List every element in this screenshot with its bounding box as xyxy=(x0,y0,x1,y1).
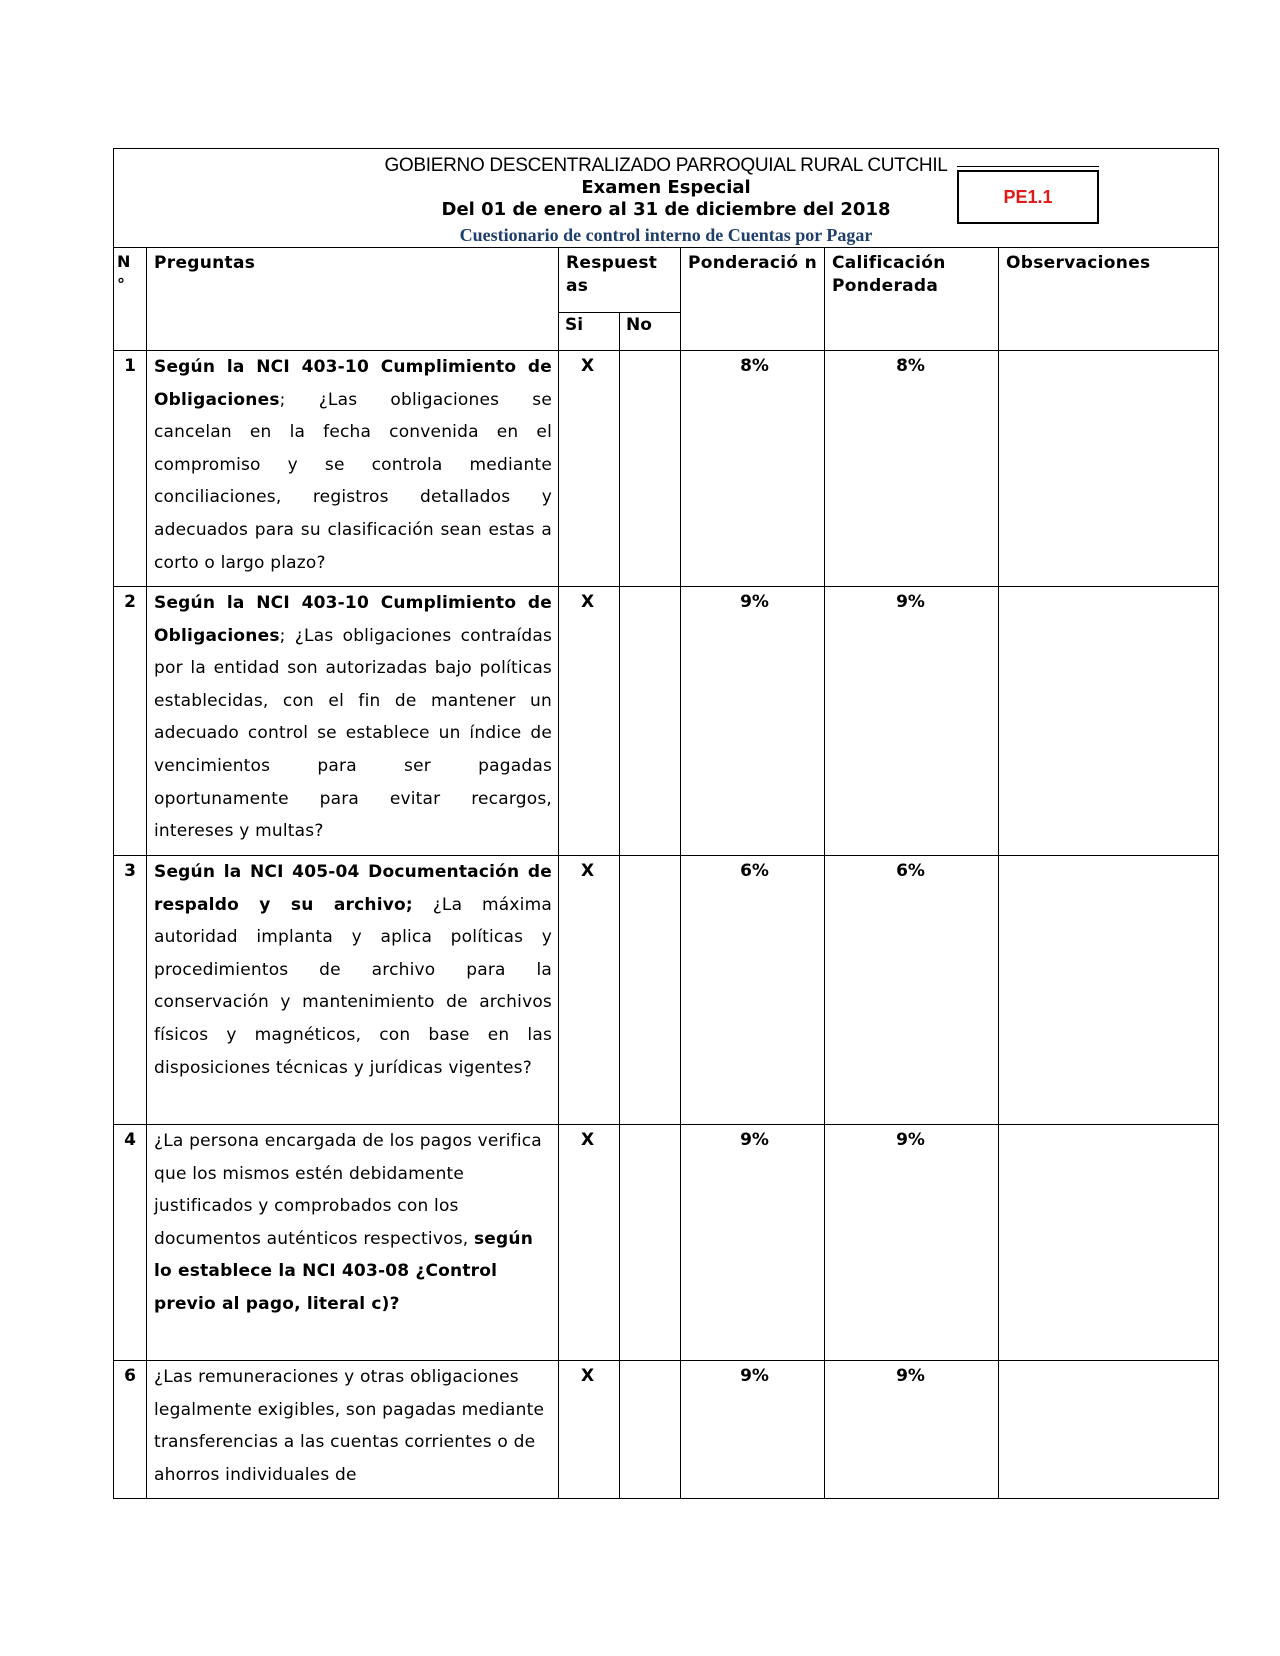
question-body: ; ¿Las obligaciones se cancelan en la fecha convenida en el compromiso y se controla mediante conciliaciones, registros detallados y adecuados para su clasificación sean estas a corto o largo plazo? xyxy=(154,389,552,573)
table-row xyxy=(114,856,1219,1125)
observations-cell xyxy=(999,587,1219,856)
question-norm: Según la NCI 403-10 Cumplimiento de Obligaciones xyxy=(154,357,552,410)
observations-cell xyxy=(999,1125,1219,1361)
weight-value: 6% xyxy=(681,856,825,1125)
col-header-weighted-score: Calificación Ponderada xyxy=(825,248,999,351)
row-number: 2 xyxy=(114,587,147,856)
observations-cell xyxy=(999,351,1219,587)
weight-value: 8% xyxy=(681,351,825,587)
weighted-score-value: 9% xyxy=(825,1125,999,1361)
table-row xyxy=(114,351,1219,587)
question-body: ; ¿Las obligaciones contraídas por la entidad son autorizadas bajo políticas establecidas, con el fin de mantener un adecuado control se establece un índice de vencimientos para ser pagadas oportunamente para evitar recargos, intereses y multas? xyxy=(154,625,552,842)
question-text xyxy=(147,1125,559,1361)
code-box-line xyxy=(957,166,1099,167)
row-number: 1 xyxy=(114,351,147,587)
answer-si: X xyxy=(559,1361,620,1499)
col-header-questions: Preguntas xyxy=(147,248,559,351)
table-row xyxy=(114,1125,1219,1361)
questionnaire-subtitle: Cuestionario de control interno de Cuentas por Pagar xyxy=(459,225,873,245)
answer-no xyxy=(620,1361,681,1499)
question-norm: según lo establece la NCI 403-08 ¿Control previo al pago, literal c)? xyxy=(154,1228,533,1314)
questionnaire-table xyxy=(113,148,1219,1499)
weight-value: 9% xyxy=(681,1361,825,1499)
question-text xyxy=(147,856,559,1125)
answer-si: X xyxy=(559,856,620,1125)
observations-cell xyxy=(999,856,1219,1125)
question-body: ¿La máxima autoridad implanta y aplica políticas y procedimientos de archivo para la conservación y mantenimiento de archivos físicos y magnéticos, con base en las disposiciones técnicas y jurídicas vigentes? xyxy=(154,894,552,1078)
column-header-row xyxy=(114,248,1219,313)
col-header-num: N ° xyxy=(114,248,147,351)
title-block xyxy=(114,149,1219,248)
question-text xyxy=(147,1361,559,1499)
weighted-score-value: 6% xyxy=(825,856,999,1125)
answer-si: X xyxy=(559,587,620,856)
table-row xyxy=(114,587,1219,856)
reference-code: PE1.1 xyxy=(957,170,1099,224)
weighted-score-value: 9% xyxy=(825,1361,999,1499)
col-header-weight: Ponderació n xyxy=(681,248,825,351)
col-header-observations: Observaciones xyxy=(999,248,1219,351)
table-row xyxy=(114,1361,1219,1499)
observations-cell xyxy=(999,1361,1219,1499)
answer-si: X xyxy=(559,351,620,587)
row-number: 4 xyxy=(114,1125,147,1361)
weight-value: 9% xyxy=(681,587,825,856)
question-text xyxy=(147,351,559,587)
col-header-no: No xyxy=(620,313,681,351)
answer-no xyxy=(620,1125,681,1361)
col-header-responses: Respuest as xyxy=(559,248,681,313)
weighted-score-value: 8% xyxy=(825,351,999,587)
question-text xyxy=(147,587,559,856)
organization-name: GOBIERNO DESCENTRALIZADO PARROQUIAL RURAL CUTCHIL xyxy=(384,155,948,176)
question-body: ¿Las remuneraciones y otras obligaciones legalmente exigibles, son pagadas mediante transferencias a las cuentas corrientes o de ahorros individuales de xyxy=(154,1367,545,1485)
weight-value: 9% xyxy=(681,1125,825,1361)
answer-no xyxy=(620,587,681,856)
weighted-score-value: 9% xyxy=(825,587,999,856)
question-norm: Según la NCI 405-04 Documentación de respaldo y su archivo; xyxy=(154,862,552,915)
row-number: 6 xyxy=(114,1361,147,1499)
row-number: 3 xyxy=(114,856,147,1125)
title-row xyxy=(114,149,1219,248)
answer-no xyxy=(620,351,681,587)
question-norm: Según la NCI 403-10 Cumplimiento de Obligaciones xyxy=(154,593,552,646)
answer-no xyxy=(620,856,681,1125)
exam-period: Del 01 de enero al 31 de diciembre del 2018 xyxy=(441,199,891,220)
exam-type: Examen Especial xyxy=(581,177,751,198)
answer-si: X xyxy=(559,1125,620,1361)
col-header-si: Si xyxy=(559,313,620,351)
question-body: ¿La persona encargada de los pagos verifica que los mismos estén debidamente justificados y comprobados con los documentos auténticos respectivos, xyxy=(154,1131,542,1249)
